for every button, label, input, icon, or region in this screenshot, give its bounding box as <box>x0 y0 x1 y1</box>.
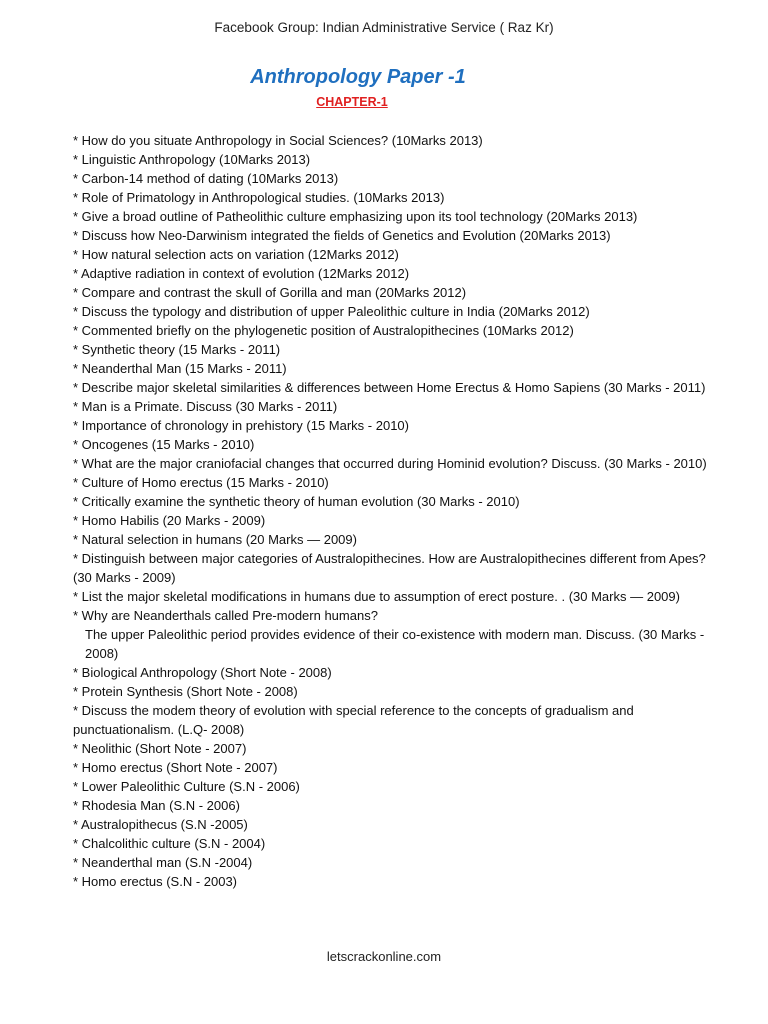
question-item: * Neanderthal Man (15 Marks - 2011) <box>73 361 287 376</box>
question-item: * Neolithic (Short Note - 2007) <box>73 741 247 756</box>
question-item: * Discuss the typology and distribution of upper Paleolithic culture in India (20Marks 2012) <box>73 304 590 319</box>
question-item: * Lower Paleolithic Culture (S.N - 2006) <box>73 779 300 794</box>
question-item: * Why are Neanderthals called Pre-modern humans? <box>73 608 378 623</box>
page-footer: letscrackonline.com <box>326 949 442 964</box>
question-item: * Culture of Homo erectus (15 Marks - 2010) <box>73 475 329 490</box>
question-item: * Importance of chronology in prehistory (15 Marks - 2010) <box>73 418 409 433</box>
question-item: * Protein Synthesis (Short Note - 2008) <box>73 684 298 699</box>
question-item: * Give a broad outline of Patheolithic culture emphasizing upon its tool technology (20Marks 2013) <box>73 209 638 224</box>
page-header: Facebook Group: Indian Administrative Service ( Raz Kr) <box>214 20 554 35</box>
question-item: * List the major skeletal modifications in humans due to assumption of erect posture. . (30 Marks — 2009) <box>73 589 680 604</box>
question-item: * Natural selection in humans (20 Marks — 2009) <box>73 532 357 547</box>
question-item: * Man is a Primate. Discuss (30 Marks - 2011) <box>73 399 338 414</box>
question-item: * Biological Anthropology (Short Note - 2008) <box>73 665 332 680</box>
page-title: Anthropology Paper -1 <box>250 66 466 88</box>
question-item: * Oncogenes (15 Marks - 2010) <box>73 437 255 452</box>
question-item: * Adaptive radiation in context of evolution (12Marks 2012) <box>73 266 410 281</box>
question-item: * Describe major skeletal similarities & differences between Home Erectus & Homo Sapiens (30 Marks - 2011) <box>73 380 706 395</box>
question-item: * Distinguish between major categories of Australopithecines. How are Australopithecines different from Apes? (30 Marks - 2009) <box>73 551 706 585</box>
question-item: * Neanderthal man (S.N -2004) <box>73 855 253 870</box>
question-item: * Discuss the modem theory of evolution with special reference to the concepts of gradualism and punctuationalism. (L.Q- 2008) <box>73 703 634 737</box>
question-item: * Synthetic theory (15 Marks - 2011) <box>73 342 281 357</box>
question-item: * Chalcolithic culture (S.N - 2004) <box>73 836 266 851</box>
question-item: * How do you situate Anthropology in Social Sciences? (10Marks 2013) <box>73 133 483 148</box>
question-item: * Linguistic Anthropology (10Marks 2013) <box>73 152 311 167</box>
question-item: * Role of Primatology in Anthropological studies. (10Marks 2013) <box>73 190 445 205</box>
question-item: * What are the major craniofacial changes that occurred during Hominid evolution? Discuss. (30 Marks - 2010) <box>73 456 707 471</box>
question-item: * Critically examine the synthetic theory of human evolution (30 Marks - 2010) <box>73 494 520 509</box>
question-item: * Australopithecus (S.N -2005) <box>73 817 248 832</box>
chapter-heading: CHAPTER-1 <box>316 95 388 109</box>
question-item: * Carbon-14 method of dating (10Marks 2013) <box>73 171 339 186</box>
question-item: * Homo erectus (Short Note - 2007) <box>73 760 278 775</box>
question-list <box>73 131 713 891</box>
question-item: * Homo Habilis (20 Marks - 2009) <box>73 513 266 528</box>
question-item: * Discuss how Neo-Darwinism integrated the fields of Genetics and Evolution (20Marks 2013) <box>73 228 611 243</box>
question-item: * Compare and contrast the skull of Gorilla and man (20Marks 2012) <box>73 285 467 300</box>
question-item: * How natural selection acts on variation (12Marks 2012) <box>73 247 399 262</box>
question-item: * Commented briefly on the phylogenetic position of Australopithecines (10Marks 2012) <box>73 323 574 338</box>
question-item: * Homo erectus (S.N - 2003) <box>73 874 238 889</box>
question-continuation: The upper Paleolithic period provides evidence of their co-existence with modern man. Discuss. (30 Marks - 2008) <box>85 627 705 661</box>
question-item: * Rhodesia Man (S.N - 2006) <box>73 798 240 813</box>
